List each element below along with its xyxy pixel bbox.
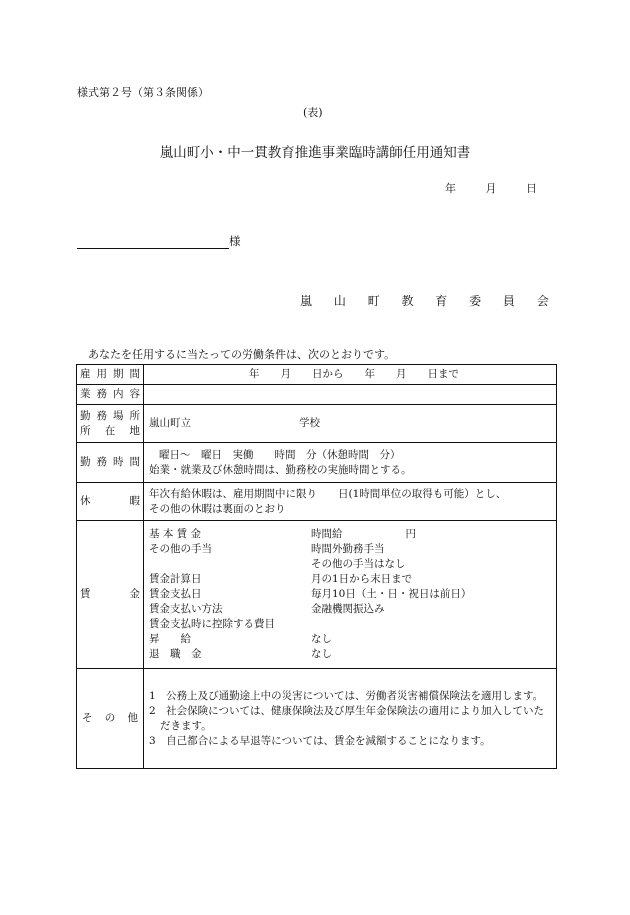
- other-item: 1 公務上及び通勤途上中の災害については、労働者災害補償保険法を適用します。: [149, 689, 544, 702]
- value-duties[interactable]: [144, 385, 557, 405]
- value-other: [144, 669, 557, 769]
- wage-row: [149, 557, 551, 572]
- row-period: [77, 365, 557, 385]
- value-wages: [144, 521, 557, 669]
- workplace-town: 嵐山町立: [149, 417, 191, 429]
- value-workplace: [144, 405, 557, 443]
- recipient-name-blank[interactable]: [77, 236, 229, 249]
- wage-row: [149, 587, 551, 602]
- wage-item-value: 月の1日から末日まで: [311, 573, 413, 585]
- row-duties: [77, 385, 557, 405]
- wage-row: [149, 527, 551, 542]
- label-leave: 休 暇: [77, 483, 144, 521]
- wage-item-label: 賃金支払時に控除する費目: [149, 618, 275, 630]
- wage-item-label: 賃金計算日: [149, 573, 202, 585]
- issuer: 嵐 山 町 教 育 委 員 会: [300, 294, 558, 308]
- wage-item-value: その他の手当はなし: [311, 558, 406, 570]
- label-other: そ の 他: [77, 669, 144, 769]
- date-year: 年: [445, 182, 456, 195]
- row-wages: [77, 521, 557, 669]
- intro-text: あなたを任用するに当たっての労働条件は、次のとおりです。: [88, 348, 396, 361]
- recipient-suffix: 様: [229, 234, 241, 248]
- wage-item-value: 時間外勤務手当: [311, 543, 385, 555]
- wage-item-label: その他の手当: [149, 543, 212, 555]
- row-other: [77, 669, 557, 769]
- leave-line1: 年次有給休暇は、雇用期間中に限り 日(1時間単位の取得も可能）とし、: [149, 487, 507, 500]
- wage-item-label: 基 本 賃 金: [149, 528, 202, 540]
- wage-item-label: 退 職 金: [149, 648, 202, 660]
- wage-item-label: 賃金支払日: [149, 588, 202, 600]
- form-number: 様式第２号（第３条関係）: [77, 86, 209, 99]
- row-hours: [77, 443, 557, 483]
- conditions-table: [76, 364, 557, 769]
- label-period: 雇 用 期 間: [77, 365, 144, 385]
- label-wages: 賃 金: [77, 521, 144, 669]
- label-hours: 勤 務 時 間: [77, 443, 144, 483]
- value-leave: [144, 483, 557, 521]
- date-month: 月: [485, 182, 497, 195]
- wage-item-value: 毎月10日（土・日・祝日は前日）: [311, 588, 472, 600]
- workplace-school: 学校: [299, 417, 320, 429]
- wage-item-value: 時間給 円: [311, 528, 416, 540]
- wage-item-value: 金融機関振込み: [311, 603, 385, 615]
- leave-line2: その他の休暇は裏面のとおり: [149, 502, 286, 515]
- wage-row: [149, 617, 551, 632]
- row-workplace: [77, 405, 557, 443]
- wage-item-value: なし: [311, 648, 332, 660]
- wage-row: [149, 572, 551, 587]
- wage-item-label: [149, 557, 311, 572]
- hours-line1: 曜日～ 曜日 実働 時間 分（休憩時間 分）: [159, 448, 401, 461]
- row-leave: [77, 483, 557, 521]
- date-line: [445, 180, 537, 196]
- wage-row: [149, 542, 551, 557]
- hours-line2: 始業・就業及び休憩時間は、勤務校の実施時間とする。: [149, 463, 412, 476]
- wage-row: [149, 647, 551, 662]
- recipient-line: [77, 233, 241, 249]
- wage-row: [149, 632, 551, 647]
- label-workplace: 勤 務 場 所 所 在 地: [77, 405, 144, 443]
- label-duties: 業 務 内 容: [77, 385, 144, 405]
- wage-item-value: なし: [311, 633, 332, 645]
- wage-item-label: 昇 給: [149, 633, 191, 645]
- side-indicator: (表): [303, 106, 323, 119]
- date-day: 日: [526, 182, 537, 195]
- wage-list: [149, 527, 551, 662]
- value-period: 年 月 日から 年 月 日まで: [144, 365, 557, 385]
- value-hours: [144, 443, 557, 483]
- wage-row: [149, 602, 551, 617]
- document-title: 嵐山町小・中一貫教育推進事業臨時講師任用通知書: [159, 145, 471, 161]
- other-item: 2 社会保険については、健康保険法及び厚生年金保険法の適用により加入していただきます。: [149, 704, 544, 732]
- other-item: 3 自己都合による早退等については、賃金を減額することになります。: [149, 734, 491, 747]
- wage-item-label: 賃金支払い方法: [149, 603, 223, 615]
